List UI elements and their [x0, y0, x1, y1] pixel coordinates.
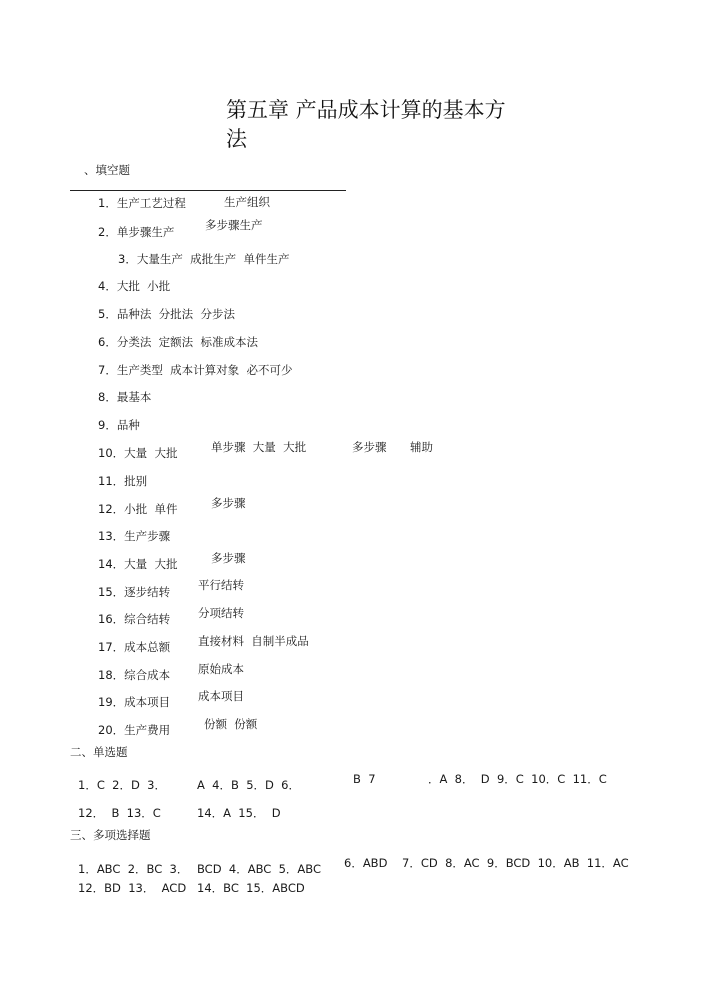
fill-item-15-answer: 15．逐步结转: [98, 585, 171, 599]
fill-item-1-answer: 1．生产工艺过程: [98, 196, 186, 210]
fill-item-9-answer: 9．品种: [98, 418, 140, 432]
fill-item-13-answer: 13．生产步骤: [98, 529, 171, 543]
single-answers-line1-a: 1．C 2．D 3．: [78, 778, 166, 792]
section-heading-single-choice: 二、单选题: [70, 745, 128, 759]
fill-item-16-answer: 16．综合结转: [98, 612, 171, 626]
heading-underline: [70, 190, 346, 191]
single-answers-line1-d: ．A 8． D 9．C 10．C 11．C: [428, 772, 607, 786]
fill-item-8-answer: 8．最基本: [98, 390, 152, 404]
page-title-line1: 第五章 产品成本计算的基本方: [226, 98, 506, 122]
multi-answers-line1-b: BCD 4．ABC 5．ABC: [197, 862, 321, 876]
fill-item-18-answer2: 原始成本: [198, 662, 244, 676]
fill-item-12-answer2: 多步骤: [211, 496, 246, 510]
fill-item-10-answer2: 单步骤 大量 大批: [211, 440, 307, 454]
fill-item-6-answer: 6．分类法 定额法 标准成本法: [98, 335, 258, 349]
fill-item-17-answer: 17．成本总额: [98, 640, 171, 654]
multi-answers-line2-b: 14．BC 15．ABCD: [197, 881, 305, 895]
fill-item-19-answer: 19．成本项目: [98, 695, 171, 709]
single-answers-line1-b: A 4．B 5．D 6．: [197, 778, 300, 792]
fill-item-2-answer2: 多步骤生产: [205, 218, 263, 232]
fill-item-10-answer: 10．大量 大批: [98, 446, 178, 460]
single-answers-line2-a: 12． B 13．C: [78, 806, 161, 820]
fill-item-19-answer2: 成本项目: [198, 689, 244, 703]
fill-item-20-answer: 20．生产费用: [98, 723, 171, 737]
fill-item-10-answer4: 辅助: [410, 440, 433, 454]
single-answers-line1-c: B 7: [353, 772, 376, 786]
fill-item-4-answer: 4．大批 小批: [98, 279, 171, 293]
fill-item-3-answer: 3．大量生产 成批生产 单件生产: [118, 252, 290, 266]
fill-item-14-answer2: 多步骤: [211, 551, 246, 565]
fill-item-5-answer: 5．品种法 分批法 分步法: [98, 307, 235, 321]
fill-item-2-answer: 2．单步骤生产: [98, 225, 175, 239]
multi-answers-line1-a: 1．ABC 2．BC 3．: [78, 862, 189, 876]
fill-item-17-answer2: 直接材料 自制半成品: [198, 634, 309, 648]
fill-item-20-answer2: 份额 份额: [204, 717, 258, 731]
fill-item-16-answer2: 分项结转: [198, 606, 244, 620]
page-title-line2: 法: [226, 127, 247, 151]
fill-item-14-answer: 14．大量 大批: [98, 557, 178, 571]
section-heading-multiple-choice: 三、多项选择题: [70, 828, 151, 842]
fill-item-12-answer: 12．小批 单件: [98, 502, 178, 516]
fill-item-10-answer3: 多步骤: [352, 440, 387, 454]
fill-item-1-answer2: 生产组织: [224, 195, 270, 209]
fill-item-18-answer: 18．综合成本: [98, 668, 171, 682]
fill-item-15-answer2: 平行结转: [198, 578, 244, 592]
fill-item-11-answer: 11．批别: [98, 474, 148, 488]
section-heading-fill-blank: 、填空题: [84, 163, 130, 177]
multi-answers-line1-c: 6．ABD 7．CD 8．AC 9．BCD 10．AB 11．AC: [344, 856, 629, 870]
multi-answers-line2-a: 12．BD 13． ACD: [78, 881, 187, 895]
fill-item-7-answer: 7．生产类型 成本计算对象 必不可少: [98, 363, 293, 377]
single-answers-line2-b: 14．A 15． D: [197, 806, 281, 820]
